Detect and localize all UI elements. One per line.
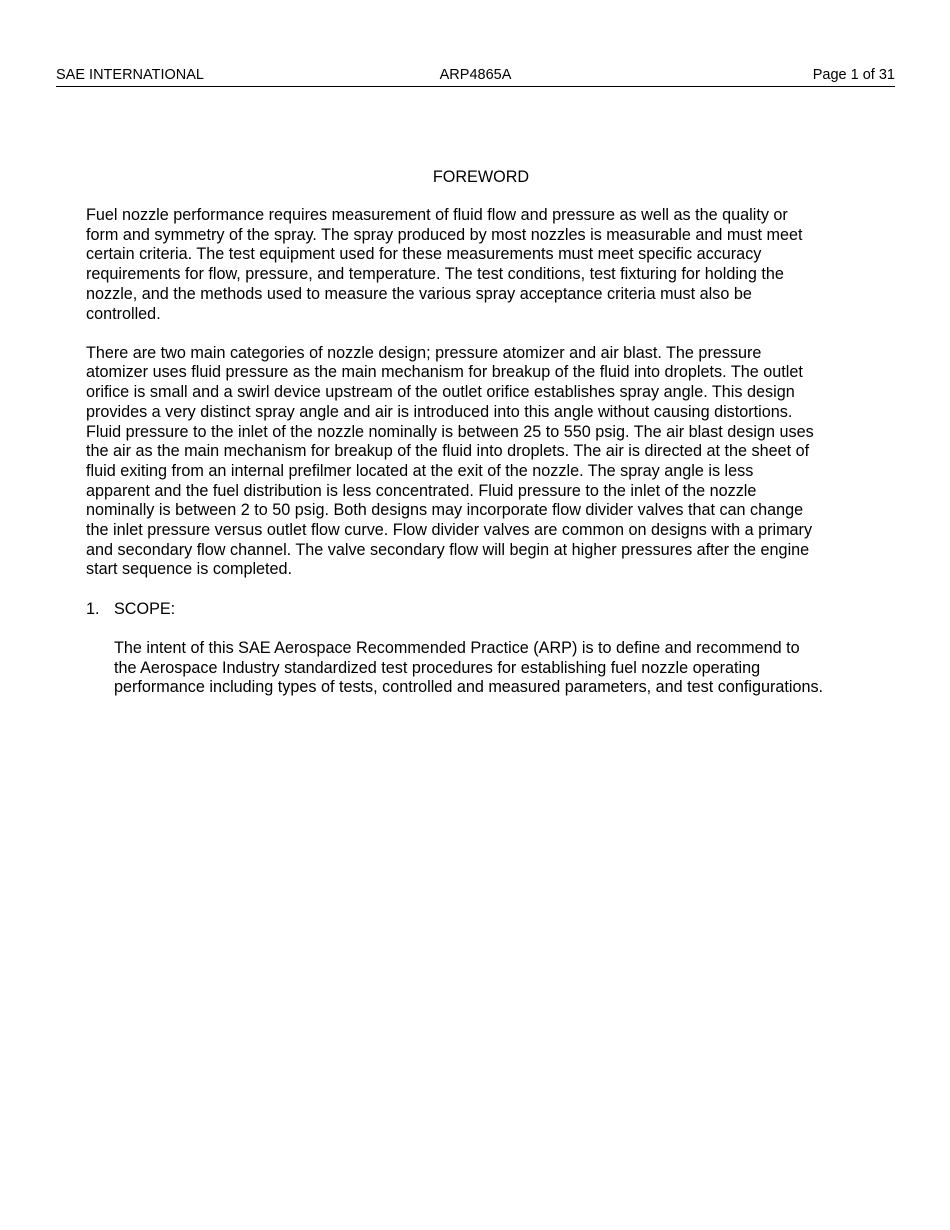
text-line: Fuel nozzle performance requires measurement of fluid flow and pressure as well as the quality or [86,206,788,224]
text-line: form and symmetry of the spray. The spray produced by most nozzles is measurable and must meet [86,225,803,244]
text-line: certain criteria. The test equipment used for these measurements must meet specific accuracy [86,245,762,264]
text-line: nozzle, and the methods used to measure the various spray acceptance criteria must also be [86,284,752,303]
text-line: the Aerospace Industry standardized test procedures for establishing fuel nozzle operating [114,658,761,677]
text-line: provides a very distinct spray angle and air is introduced into this angle without causing distortions. [86,402,793,421]
text-line: Fluid pressure to the inlet of the nozzle nominally is between 25 to 550 psig. The air blast design uses [86,422,814,441]
scope-paragraph [114,639,876,698]
section-number: 1. [86,599,100,618]
text-line: the air as the main mechanism for breakup of the fluid into droplets. The air is directed at the sheet of [86,442,810,461]
scope-heading [86,600,876,620]
header-page-number: Page 1 of 31 [812,67,895,83]
text-line: performance including types of tests, controlled and measured parameters, and test configurations. [114,678,824,697]
text-line: apparent and the fuel distribution is less concentrated. Fluid pressure to the inlet of the nozzle [86,481,757,500]
text-line: nominally is between 2 to 50 psig. Both designs may incorporate flow divider valves that can change [86,501,804,520]
text-line: requirements for flow, pressure, and temperature. The test conditions, test fixturing for holding the [86,265,784,284]
text-line: atomizer uses fluid pressure as the main mechanism for breakup of the fluid into droplets. The outlet [86,363,803,382]
text-line: and secondary flow channel. The valve secondary flow will begin at higher pressures after the engine [86,540,810,559]
text-line: There are two main categories of nozzle design; pressure atomizer and air blast. The pressure [86,343,762,362]
foreword-paragraph-1 [86,206,876,324]
header-organization: SAE INTERNATIONAL [56,67,204,83]
text-line: orifice is small and a swirl device upstream of the outlet orifice establishes spray angle. This design [86,383,795,402]
page-header [56,66,895,87]
text-line: start sequence is completed. [86,560,293,579]
section-title: SCOPE: [114,599,176,618]
foreword-paragraph-2 [86,344,876,580]
text-line: The intent of this SAE Aerospace Recommended Practice (ARP) is to define and recommend to [114,638,800,657]
text-line: controlled. [86,304,161,323]
text-line: the inlet pressure versus outlet flow curve. Flow divider valves are common on designs with a primary [86,521,813,540]
header-document-id: ARP4865A [439,67,512,83]
text-line: fluid exiting from an internal prefilmer located at the exit of the nozzle. The spray angle is less [86,461,754,480]
document-body [86,167,876,698]
foreword-title: FOREWORD [432,168,530,186]
